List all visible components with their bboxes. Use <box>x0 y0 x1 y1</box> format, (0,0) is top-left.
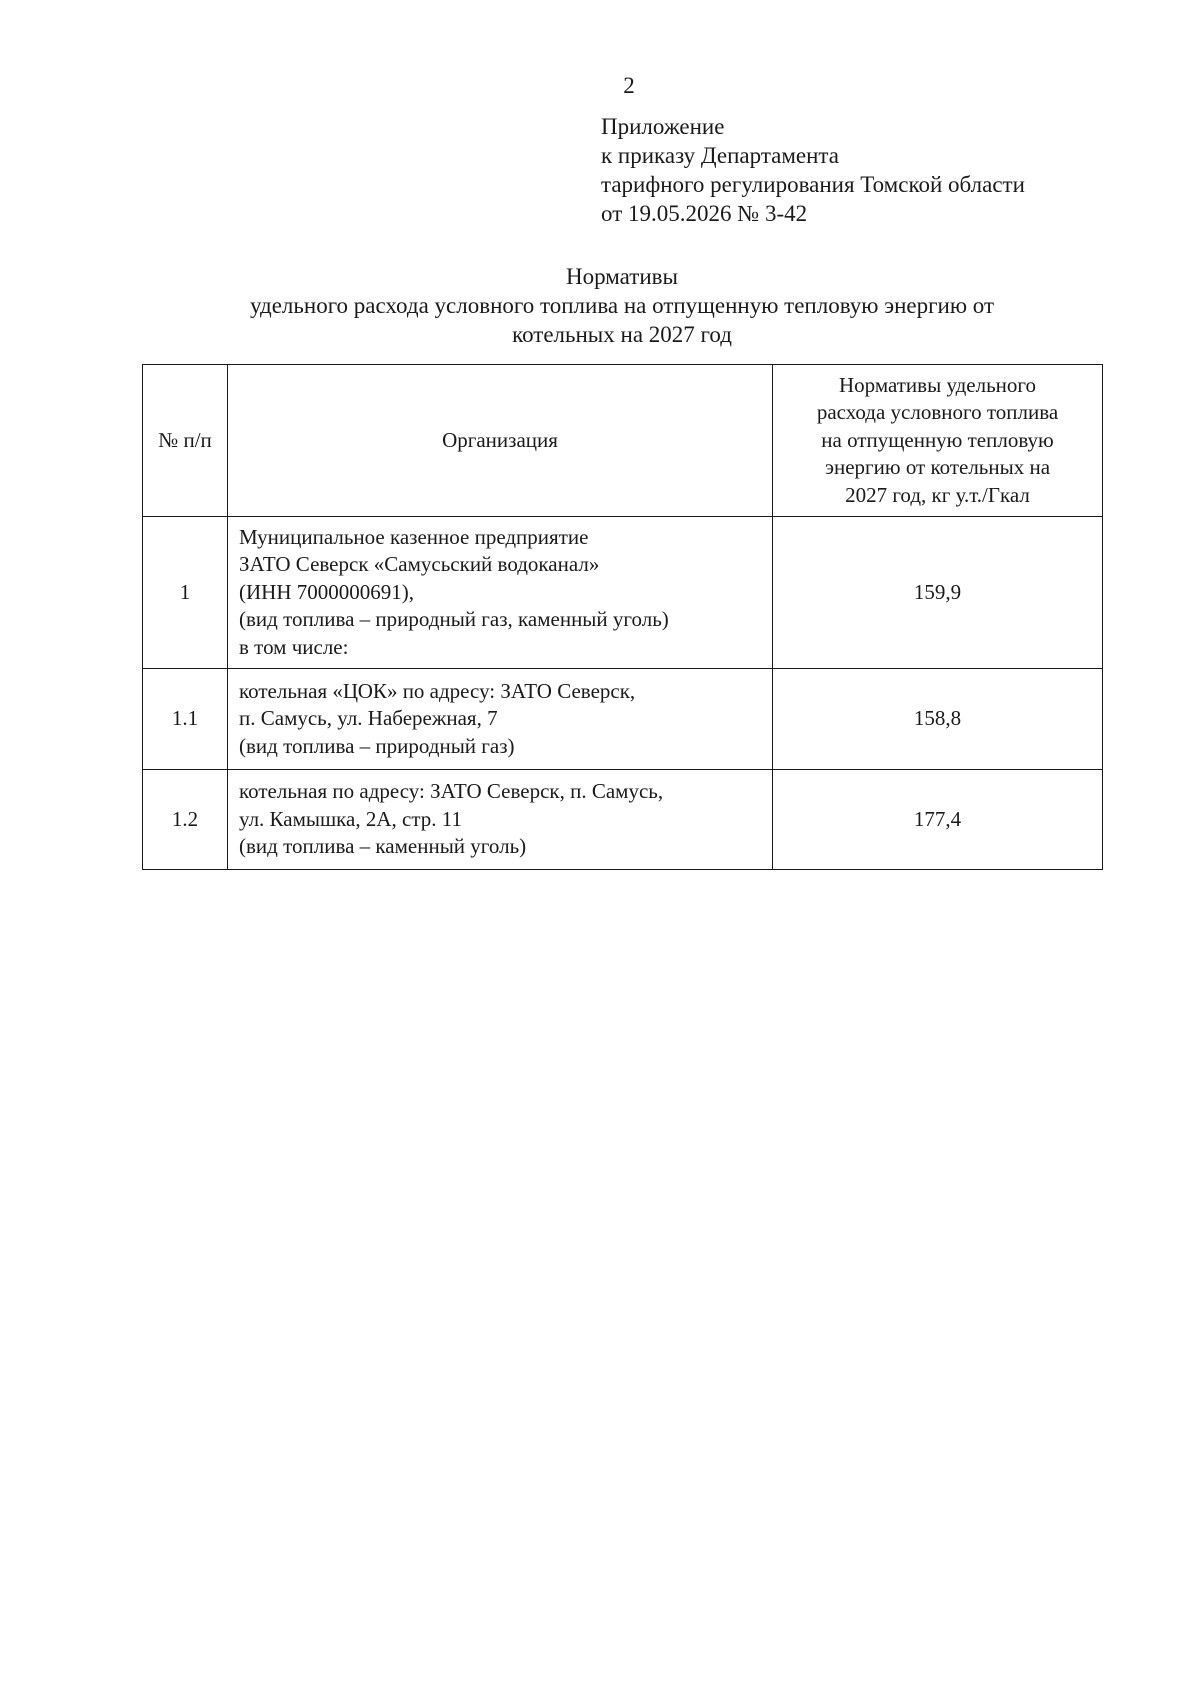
header-num: № п/п <box>143 365 228 517</box>
appendix-line: тарифного регулирования Томской области <box>601 172 1025 197</box>
appendix-line: к приказу Департамента <box>601 143 839 168</box>
page-number: 2 <box>623 73 635 98</box>
table-header-row <box>143 365 1103 517</box>
header-norm-line: на отпущенную тепловую <box>821 427 1054 452</box>
organization-line: п. Самусь, ул. Набережная, 7 <box>239 706 498 731</box>
row-norm-value: 177,4 <box>773 770 1103 870</box>
organization-line: (вид топлива – природный газ) <box>239 733 515 758</box>
document-title <box>142 262 1102 349</box>
appendix-block <box>601 112 1161 228</box>
organization-line: котельная «ЦОК» по адресу: ЗАТО Северск, <box>239 678 636 703</box>
row-norm-value: 158,8 <box>773 669 1103 770</box>
appendix-line: Приложение <box>601 114 725 139</box>
row-num: 1 <box>143 517 228 669</box>
row-num: 1.1 <box>143 669 228 770</box>
norms-table <box>142 364 1103 870</box>
organization-line: котельная по адресу: ЗАТО Северск, п. Самусь, <box>239 779 664 804</box>
header-norm-line: 2027 год, кг у.т./Гкал <box>845 482 1030 507</box>
organization-line: (вид топлива – природный газ, каменный уголь) <box>239 607 669 632</box>
row-organization <box>228 669 773 770</box>
title-line: котельных на 2027 год <box>512 322 732 347</box>
header-organization: Организация <box>228 365 773 517</box>
title-line: удельного расхода условного топлива на отпущенную тепловую энергию от <box>249 293 995 318</box>
row-num: 1.2 <box>143 770 228 870</box>
table-row <box>143 517 1103 669</box>
appendix-line: от 19.05.2026 № 3-42 <box>601 201 808 226</box>
table-row <box>143 770 1103 870</box>
header-norm-value <box>773 365 1103 517</box>
row-norm-value: 159,9 <box>773 517 1103 669</box>
organization-line: ул. Камышка, 2А, стр. 11 <box>239 806 463 831</box>
table-row <box>143 669 1103 770</box>
header-norm-line: Нормативы удельного <box>838 372 1037 397</box>
organization-line: Муниципальное казенное предприятие <box>239 524 589 549</box>
row-organization <box>228 517 773 669</box>
organization-line: (вид топлива – каменный уголь) <box>239 834 527 859</box>
header-norm-line: расхода условного топлива <box>816 400 1059 425</box>
header-norm-line: энергию от котельных на <box>824 455 1051 480</box>
organization-line: ЗАТО Северск «Самусьский водоканал» <box>239 552 600 577</box>
organization-line: в том числе: <box>239 634 349 659</box>
title-line: Нормативы <box>566 264 678 289</box>
row-organization <box>228 770 773 870</box>
organization-line: (ИНН 7000000691), <box>239 579 414 604</box>
